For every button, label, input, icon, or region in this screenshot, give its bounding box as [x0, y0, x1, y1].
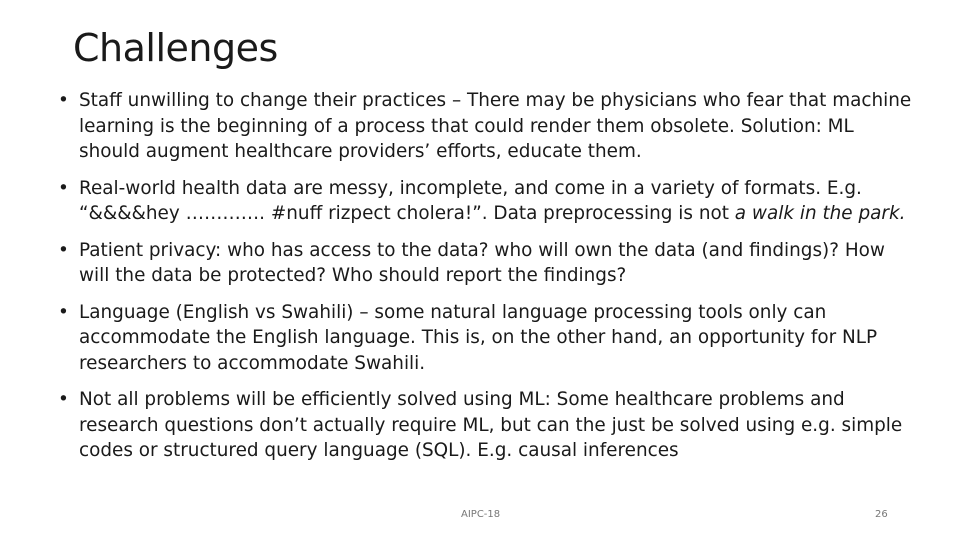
bullet-text: Not all problems will be efficiently solved using ML: Some healthcare problems and research questions don’t actually require ML, but can the just be solved using e.g. simple codes or structured query language (SQL). E.g. causal inferences [79, 389, 903, 461]
bullet-marker: • [58, 239, 69, 261]
bullet-list [56, 88, 916, 475]
footer-label: AIPC-18 [461, 509, 501, 520]
bullet-item [56, 387, 916, 464]
bullet-item [56, 238, 916, 289]
slide-title: Challenges [73, 26, 278, 70]
bullet-text: Patient privacy: who has access to the data? who will own the data (and findings)? How will the data be protected? Who should report the findings? [79, 239, 885, 286]
bullet-text: Real-world health data are messy, incomplete, and come in a variety of formats. E.g. “&&&&hey …………. #nuff rizpect cholera!”. Data preprocessing is not [79, 177, 862, 224]
bullet-item [56, 300, 916, 377]
bullet-marker: • [58, 301, 69, 323]
bullet-marker: • [58, 389, 69, 410]
bullet-item [56, 176, 916, 227]
page-number: 26 [875, 509, 888, 520]
bullet-text-italic: a walk in the park. [734, 203, 906, 224]
bullet-item [56, 88, 916, 165]
bullet-marker: • [58, 90, 69, 111]
bullet-marker: • [58, 177, 69, 199]
bullet-text: Staff unwilling to change their practices – There may be physicians who fear that machine learning is the beginning of a process that could render them obsolete. Solution: ML should augment healthcare providers’ efforts, educate them. [79, 90, 912, 162]
bullet-text: Language (English vs Swahili) – some natural language processing tools only can accommodate the English language. This is, on the other hand, an opportunity for NLP researchers to accommodate Swahili. [79, 301, 878, 374]
